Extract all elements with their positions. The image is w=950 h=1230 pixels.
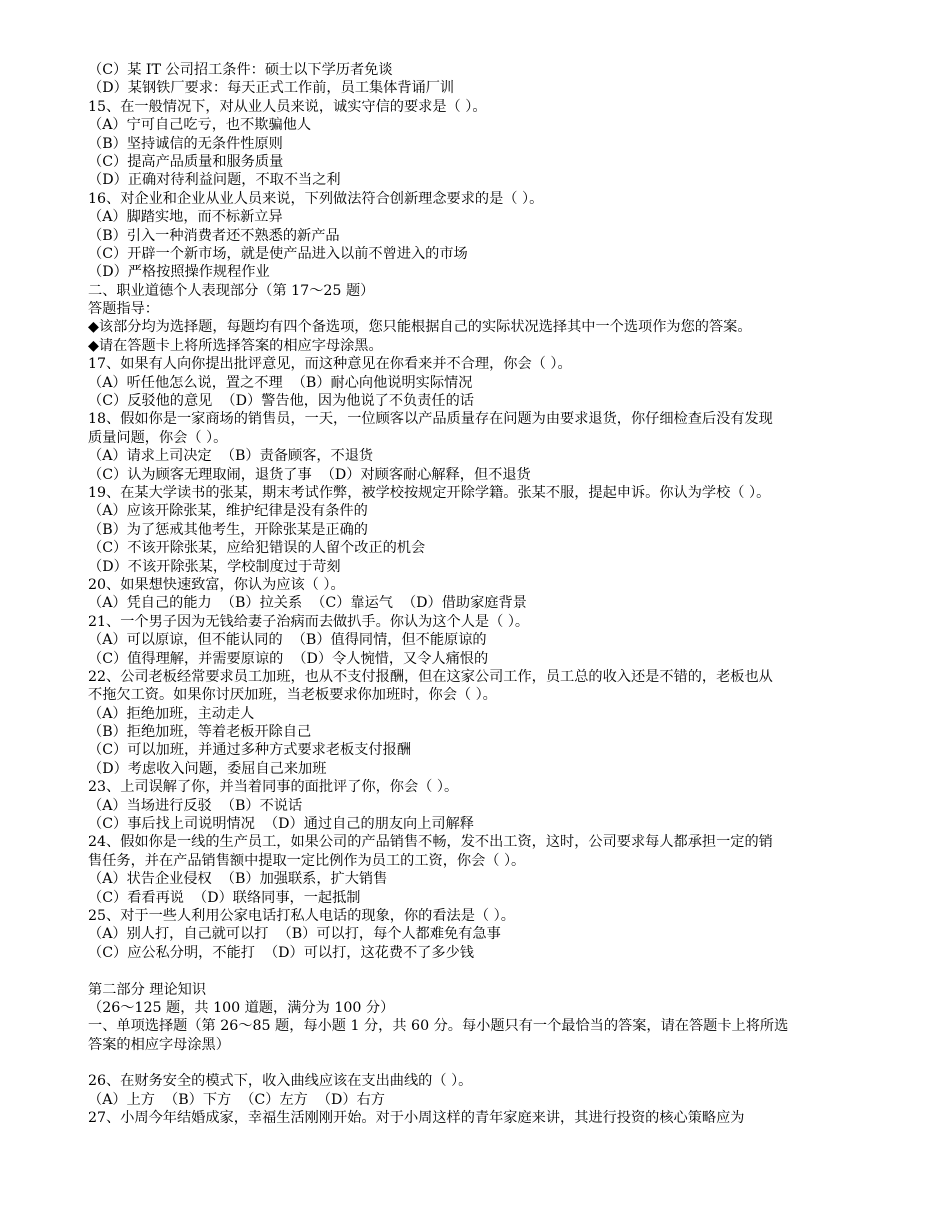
text-line: （C）不该开除张某，应给犯错误的人留个改正的机会 [88, 540, 426, 557]
text-line: 20、如果想快速致富，你认为应该（ ）。 [88, 576, 345, 593]
text-line: （A）宁可自己吃亏，也不欺骗他人 [88, 117, 312, 134]
text-line: 第二部分 理论知识 [88, 981, 207, 998]
text-line: 19、在某大学读书的张某，期末考试作弊，被学校按规定开除学籍。张某不服，提起申诉。你认为学校（ ）。 [88, 484, 771, 501]
text-line: （A）当场进行反驳 （B）不说话 [88, 797, 303, 814]
text-line: （B）引入一种消费者还不熟悉的新产品 [88, 227, 340, 244]
text-line: （C）应公私分明，不能打 （D）可以打，这花费不了多少钱 [88, 944, 474, 961]
text-line: （C）某 IT 公司招工条件：硕士以下学历者免谈 [88, 62, 393, 78]
blank-line [88, 962, 888, 980]
text-line: （D）正确对待利益问题，不取不当之利 [88, 172, 341, 189]
text-line: （A）请求上司决定 （B）责备顾客，不退货 [88, 448, 374, 465]
text-line: （A）凭自己的能力 （B）拉关系 （C）靠运气 （D）借助家庭背景 [88, 595, 527, 612]
text-line: （D）不该开除张某，学校制度过于苛刻 [88, 558, 341, 575]
text-line: 售任务，并在产品销售额中提取一定比例作为员工的工资，你会（ ）。 [88, 852, 526, 869]
text-line: （C）看看再说 （D）联络同事，一起抵制 [88, 889, 361, 906]
text-line: （C）事后找上司说明情况 （D）通过自己的朋友向上司解释 [88, 816, 474, 833]
text-line: （D）严格按照操作规程作业 [88, 264, 270, 281]
text-line: （A）听任他怎么说，置之不理 （B）耐心向他说明实际情况 [88, 374, 473, 391]
text-line: 18、假如你是一家商场的销售员，一天，一位顾客以产品质量存在问题为由要求退货，你仔细检查后没有发现 [88, 411, 773, 428]
text-line: （C）认为顾客无理取闹，退货了事 （D）对顾客耐心解释，但不退货 [88, 466, 531, 483]
text-line: （C）提高产品质量和服务质量 [88, 153, 284, 170]
text-line: 不拖欠工资。如果你讨厌加班，当老板要求你加班时，你会（ ）。 [88, 687, 497, 704]
text-line: ◆该部分均为选择题，每题均有四个备选项，您只能根据自己的实际状况选择其中一个选项作为您的答案。 [88, 319, 752, 336]
text-line: 答案的相应字母涂黑） [88, 1036, 230, 1053]
text-line: 一、单项选择题（第 26～85 题，每小题 1 分，共 60 分。每小题只有一个最恰当的答案，请在答题卡上将所选 [88, 1018, 789, 1035]
text-line: 二、职业道德个人表现部分（第 17～25 题） [88, 282, 375, 299]
text-line: 15、在一般情况下，对从业人员来说，诚实守信的要求是（ ）。 [88, 98, 487, 115]
text-line: 23、上司误解了你，并当着同事的面批评了你，你会（ ）。 [88, 779, 459, 796]
text-line: （B）为了惩戒其他考生，开除张某是正确的 [88, 521, 368, 538]
document-page [88, 61, 888, 1128]
text-line: （A）状告企业侵权 （B）加强联系，扩大销售 [88, 871, 388, 888]
text-line: 21、一个男子因为无钱给妻子治病而去做扒手。你认为这个人是（ ）。 [88, 613, 530, 630]
text-line: （A）上方 （B）下方 （C）左方 （D）右方 [88, 1091, 385, 1108]
text-line: （C）可以加班，并通过多种方式要求老板支付报酬 [88, 742, 411, 759]
text-line: 答题指导： [88, 301, 159, 318]
text-line: （D）考虑收入问题，委屈自己来加班 [88, 760, 327, 777]
text-line: （C）反驳他的意见 （D）警告他，因为他说了不负责任的话 [88, 393, 474, 410]
text-line: （A）应该开除张某，维护纪律是没有条件的 [88, 503, 368, 520]
text-line: （26～125 题，共 100 道题，满分为 100 分） [88, 999, 395, 1016]
text-line: （C）值得理解，并需要原谅的 （D）令人惋惜，又令人痛恨的 [88, 650, 489, 667]
text-line: 24、假如你是一线的生产员工，如果公司的产品销售不畅，发不出工资，这时，公司要求每人都承担一定的销 [88, 834, 773, 851]
text-line: 17、如果有人向你提出批评意见，而这种意见在你看来并不合理，你会（ ）。 [88, 356, 572, 373]
text-line: （B）拒绝加班，等着老板开除自己 [88, 724, 312, 741]
text-line: （A）脚踏实地，而不标新立异 [88, 209, 283, 226]
text-line: 25、对于一些人利用公家电话打私人电话的现象，你的看法是（ ）。 [88, 907, 515, 924]
text-line: 16、对企业和企业从业人员来说，下列做法符合创新理念要求的是（ ）。 [88, 190, 544, 207]
text-line: （B）坚持诚信的无条件性原则 [88, 135, 283, 152]
text-line: （A）拒绝加班，主动走人 [88, 705, 255, 722]
text-line: （D）某钢铁厂要求：每天正式工作前，员工集体背诵厂训 [88, 80, 455, 97]
text-line: 26、在财务安全的模式下，收入曲线应该在支出曲线的（ ）。 [88, 1073, 473, 1090]
text-line: （C）开辟一个新市场，就是使产品进入以前不曾进入的市场 [88, 245, 468, 262]
blank-line [88, 1054, 888, 1072]
text-line: 22、公司老板经常要求员工加班，也从不支付报酬，但在这家公司工作，员工总的收入还是不错的，老板也从 [88, 668, 773, 685]
text-line: 质量问题，你会（ ）。 [88, 429, 228, 446]
text-line: （A）可以原谅，但不能认同的 （B）值得同情，但不能原谅的 [88, 632, 487, 649]
text-line: ◆请在答题卡上将所选择答案的相应字母涂黑。 [88, 337, 383, 354]
text-line: 27、小周今年结婚成家，幸福生活刚刚开始。对于小周这样的青年家庭来讲，其进行投资的核心策略应为 [88, 1110, 745, 1127]
text-line: （A）别人打，自己就可以打 （B）可以打，每个人都难免有急事 [88, 926, 501, 943]
